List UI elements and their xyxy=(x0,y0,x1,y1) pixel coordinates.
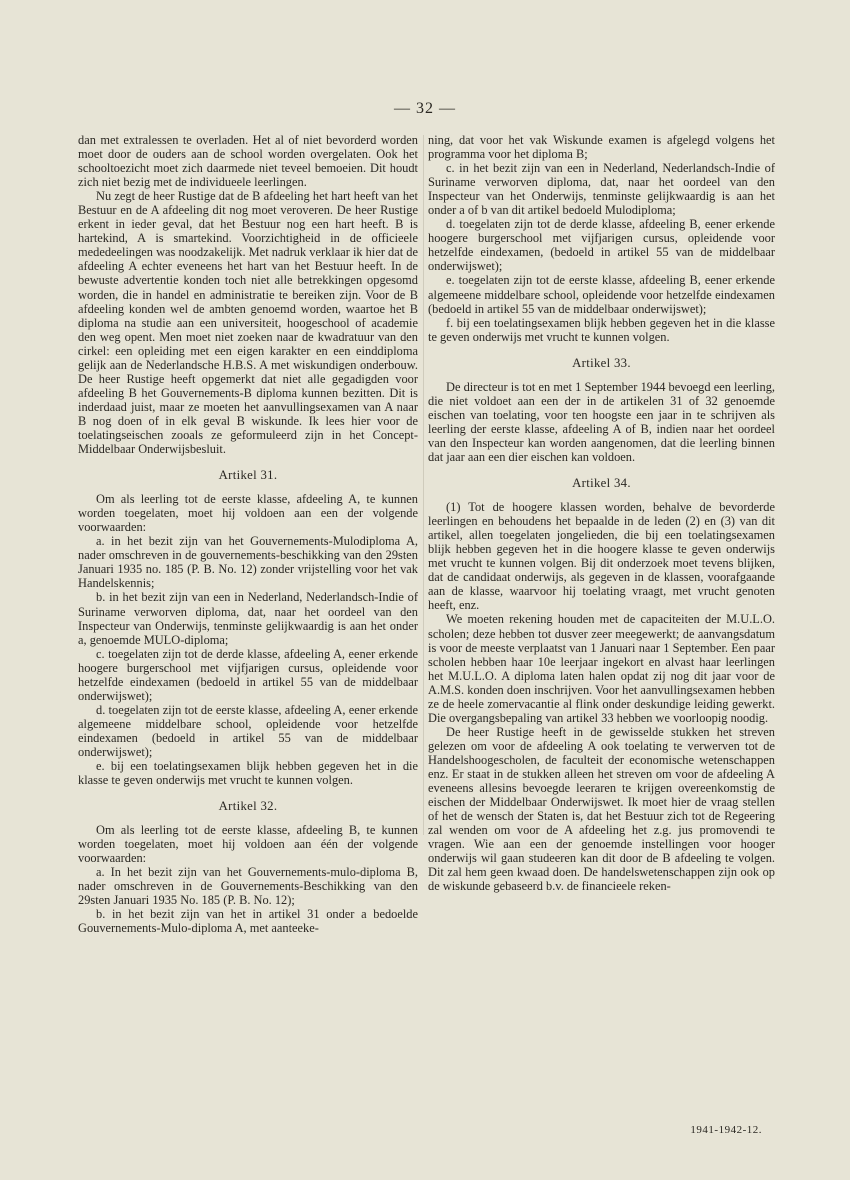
paragraph: (1) Tot de hoogere klassen worden, behalve de bevorderde leerlingen en behoudens het bepaalde in de leden (2) en (3) van dit artikel, allen toegelaten jongelieden, die bij een toelatingsexamen blijk hebben gegeven het in die hoogere klasse te geven onderwijs met vrucht te kunnen volgen. Bij dit onderzoek moet tevens blijken, dat de candidaat onderwijs, als gegeven in de klassen, voorafgaande aan de klasse, waarvoor hij toelating vraagt, met vrucht genoten heeft, enz. xyxy=(428,500,775,613)
list-item: e. toegelaten zijn tot de eerste klasse, afdeeling B, eener erkende algemeene middelbare school, opleidende voor hetzelfde eindexamen (bedoeld in artikel 55 van de middelbaar onderwijswet); xyxy=(428,273,775,316)
section-heading-artikel-33: Artikel 33. xyxy=(572,355,631,370)
paragraph: Nu zegt de heer Rustige dat de B afdeeling het hart heeft van het Bestuur en de A afdeeling dit nog moet veroveren. De heer Rustige erkent in ieder geval, dat het Bestuur nog een hart heeft. B is hartekind, A is smartekind. Voorzichtigheid in de officieele mededeelingen was noodzakelijk. Met nadruk verklaar ik hier dat de afdeeling A echter eveneens het hart van het Bestuur heeft. In de bewuste advertentie konden toch niet alle betrekkingen opgesomd worden, die in handel en administratie te bereiken zijn. Voor de B afdeeling konden wel de ambten genoemd worden, waartoe het B diploma na studie aan een universiteit, hoogeschool of academie den weg opent. Men moet niet zoeken naar de kwadratuur van den cirkel: een opleiding met een eigen karakter en een einddiploma gelijk aan de Nederlandsche H.B.S. A met wiskundigen onderbouw. De heer Rustige heeft opgemerkt dat niet alle gegadigden voor afdeeling B het Gouvernements-B diploma kunnen bezitten. Dit is inderdaad juist, maar ze moeten het aanvullingsexamen van A naar B nog doen of in elk geval B wiskunde. Ik lees hier voor de toelatingseischen zooals ze geformuleerd zijn in het Concept-Middelbaar Onderwijsbesluit. xyxy=(78,189,418,457)
page-number: — 32 — xyxy=(394,100,456,117)
list-item: e. bij een toelatingsexamen blijk hebben gegeven het in die klasse te geven onderwijs met vrucht te kunnen volgen. xyxy=(78,759,418,788)
left-column xyxy=(78,133,418,936)
footer-code: 1941-1942-12. xyxy=(690,1124,762,1136)
paragraph: ning, dat voor het vak Wiskunde examen is afgelegd volgens het programma voor het diploma B; xyxy=(428,133,775,162)
list-item: d. toegelaten zijn tot de eerste klasse, afdeeling A, eener erkende algemeene middelbare school, opleidende voor hetzelfde eindexamen (bedoeld in artikel 55 van de middelbaar onderwijswet); xyxy=(78,702,418,759)
list-item: a. In het bezit zijn van het Gouvernements-mulo-diploma B, nader omschreven in de Gouvernements-Beschikking van den 29sten Januari 1935 No. 185 (P. B. No. 12); xyxy=(78,865,418,908)
list-item: a. in het bezit zijn van het Gouvernements-Mulodiploma A, nader omschreven in de gouvernements-beschikking van den 29sten Januari 1935 no. 185 (P. B. No. 12) zonder vrijstelling voor het vak Handelskennis; xyxy=(78,534,418,591)
paragraph: dan met extralessen te overladen. Het al of niet bevorderd worden moet door de ouders aan de school worden overgelaten. Ook het schooltoezicht moet zich daarmede niet teveel bemoeien. Dit houdt zich niet bezig met de individueele leerlingen. xyxy=(78,133,418,190)
section-heading-artikel-34: Artikel 34. xyxy=(572,476,631,491)
list-item: d. toegelaten zijn tot de derde klasse, afdeeling B, eener erkende hoogere burgerschool met vijfjarigen cursus, opleidende voor hetzelfde eindexamen, (bedoeld in artikel 55 van de middelbaar onderwijswet); xyxy=(428,217,775,274)
section-heading-artikel-32: Artikel 32. xyxy=(218,799,278,814)
list-item: f. bij een toelatingsexamen blijk hebben gegeven het in die klasse te geven onderwijs met vrucht te kunnen volgen. xyxy=(428,315,775,344)
paragraph: We moeten rekening houden met de capaciteiten der M.U.L.O. scholen; deze hebben tot dusver zeer meegewerkt; de aanvangsdatum is voor de meeste verplaatst van 1 Januari naar 1 September. Een paar scholen hebben haar 10e leerjaar ingekort en alvast haar leerlingen het M.U.L.O. A diploma laten halen opdat zij nog dit jaar voor de A.M.S. konden doen inschrijven. Voor het aanvullingsexamen hebben ze de heele zomervacantie al flink onder deskundige leiding gewerkt. Die overgangsbepaling van artikel 33 hebben we voorloopig noodig. xyxy=(428,612,775,725)
list-item: b. in het bezit zijn van het in artikel 31 onder a bedoelde Gouvernements-Mulo-diploma A, met aanteeke- xyxy=(78,907,418,936)
paragraph: De heer Rustige heeft in de gewisselde stukken het streven gelezen om voor de afdeeling A ook toelating te verwerven tot de Handelshoogescholen, de faculteit der economische wetenschappen enz. Er staat in de stukken alleen het streven om voor de afdeeling A eveneens allesins bevoegde leeraren te krijgen overeenkomstig de eischen der Middelbaar Onderwijswet. Ik moet hier de vraag stellen of het de wensch der Staten is, dat het Bestuur zich tot de Regeering zal wenden om voor de A afdeeling het z.g. jus promovendi te vragen. Wie aan een der genoemde instellingen voor hooger onderwijs wil gaan studeeren kan dit door de B afdeeling te volgen. Dit zal hem geen kwaad doen. De handelswetenschappen zijn ook op de wiskunde gebaseerd b.v. de financieele reken- xyxy=(428,724,775,894)
list-item: c. in het bezit zijn van een in Nederland, Nederlandsch-Indie of Suriname verworven diploma, dat, naar het oordeel van den Inspecteur van het Onderwijs, tenminste gelijkwaardig is aan het onder a of b van dit artikel bedoeld Mulodiploma; xyxy=(428,161,775,218)
paragraph: De directeur is tot en met 1 September 1944 bevoegd een leerling, die niet voldoet aan een der in de artikelen 31 of 32 genoemde eischen van toelating, voor ten hoogste een jaar in te schrijven als leerling der eerste klasse, afdeeling A of B, indien naar het oordeel van den Inspecteur kan worden aangenomen, dat die leerling binnen dat jaar aan een dier eischen kan voldoen. xyxy=(428,379,775,464)
paragraph: Om als leerling tot de eerste klasse, afdeeling A, te kunnen worden toegelaten, moet hij voldoen aan een der volgende voorwaarden: xyxy=(78,492,418,535)
list-item: c. toegelaten zijn tot de derde klasse, afdeeling A, eener erkende hoogere burgerschool met vijfjarigen cursus, opleidende voor hetzelfde eindexamen (bedoeld in artikel 55 van de middelbaar onderwijswet); xyxy=(78,646,418,703)
right-column xyxy=(428,133,775,893)
column-divider xyxy=(423,135,424,835)
section-heading-artikel-31: Artikel 31. xyxy=(218,468,278,483)
list-item: b. in het bezit zijn van een in Nederland, Nederlandsch-Indie of Suriname verworven diploma, dat, naar het oordeel van den Inspecteur van Onderwijs, tenminste gelijkwaardig is aan het onder a, genoemde MULO-diploma; xyxy=(78,590,418,647)
paragraph: Om als leerling tot de eerste klasse, afdeeling B, te kunnen worden toegelaten, moet hij voldoen aan één der volgende voorwaarden: xyxy=(78,823,418,866)
